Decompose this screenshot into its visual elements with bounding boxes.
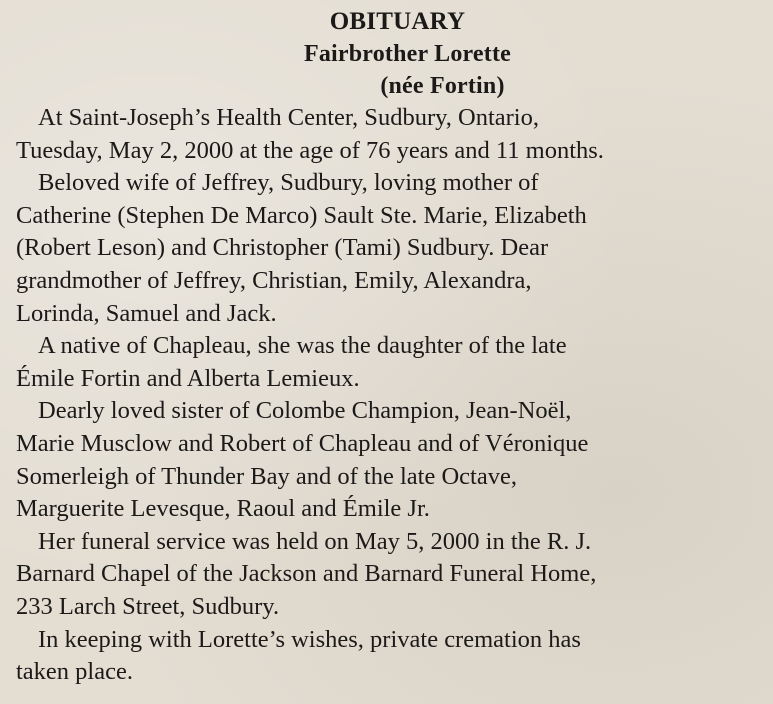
text-line: Somerleigh of Thunder Bay and of the late Octave, [16, 462, 517, 490]
text-line: Dearly loved sister of Colombe Champion, Jean-Noël, [38, 397, 572, 425]
text-line: In keeping with Lorette’s wishes, private cremation has [38, 625, 581, 653]
text-line: Tuesday, May 2, 2000 at the age of 76 years and 11 months. [16, 136, 604, 164]
obituary-heading: OBITUARY [329, 8, 466, 35]
text-line: grandmother of Jeffrey, Christian, Emily, Alexandra, [16, 266, 532, 294]
text-line: 233 Larch Street, Sudbury. [16, 592, 280, 620]
paragraph-siblings [16, 395, 759, 525]
text-line: taken place. [16, 658, 133, 686]
paragraph-funeral [16, 526, 759, 624]
text-line: (Robert Leson) and Christopher (Tami) Sudbury. Dear [16, 234, 549, 262]
text-line: A native of Chapleau, she was the daughter of the late [38, 332, 567, 360]
text-line: At Saint-Joseph’s Health Center, Sudbury, Ontario, [38, 104, 539, 131]
text-line: Her funeral service was held on May 5, 2000 in the R. J. [38, 527, 592, 555]
maiden-name: (née Fortin) [380, 73, 505, 99]
text-line: Barnard Chapel of the Jackson and Barnard Funeral Home, [16, 560, 597, 588]
obituary-body [16, 102, 759, 689]
paragraph-death-notice [16, 102, 759, 167]
text-line: Catherine (Stephen De Marco) Sault Ste. Marie, Elizabeth [16, 201, 587, 229]
text-line: Lorinda, Samuel and Jack. [16, 299, 277, 327]
paragraph-parents [16, 330, 759, 395]
text-line: Marie Musclow and Robert of Chapleau and of Véronique [16, 429, 589, 457]
text-line: Émile Fortin and Alberta Lemieux. [16, 364, 360, 392]
deceased-name: Fairbrother Lorette [303, 41, 512, 67]
paragraph-cremation [16, 624, 759, 689]
paragraph-family [16, 167, 759, 330]
text-line: Beloved wife of Jeffrey, Sudbury, loving mother of [38, 169, 539, 197]
text-line: Marguerite Levesque, Raoul and Émile Jr. [16, 495, 430, 523]
